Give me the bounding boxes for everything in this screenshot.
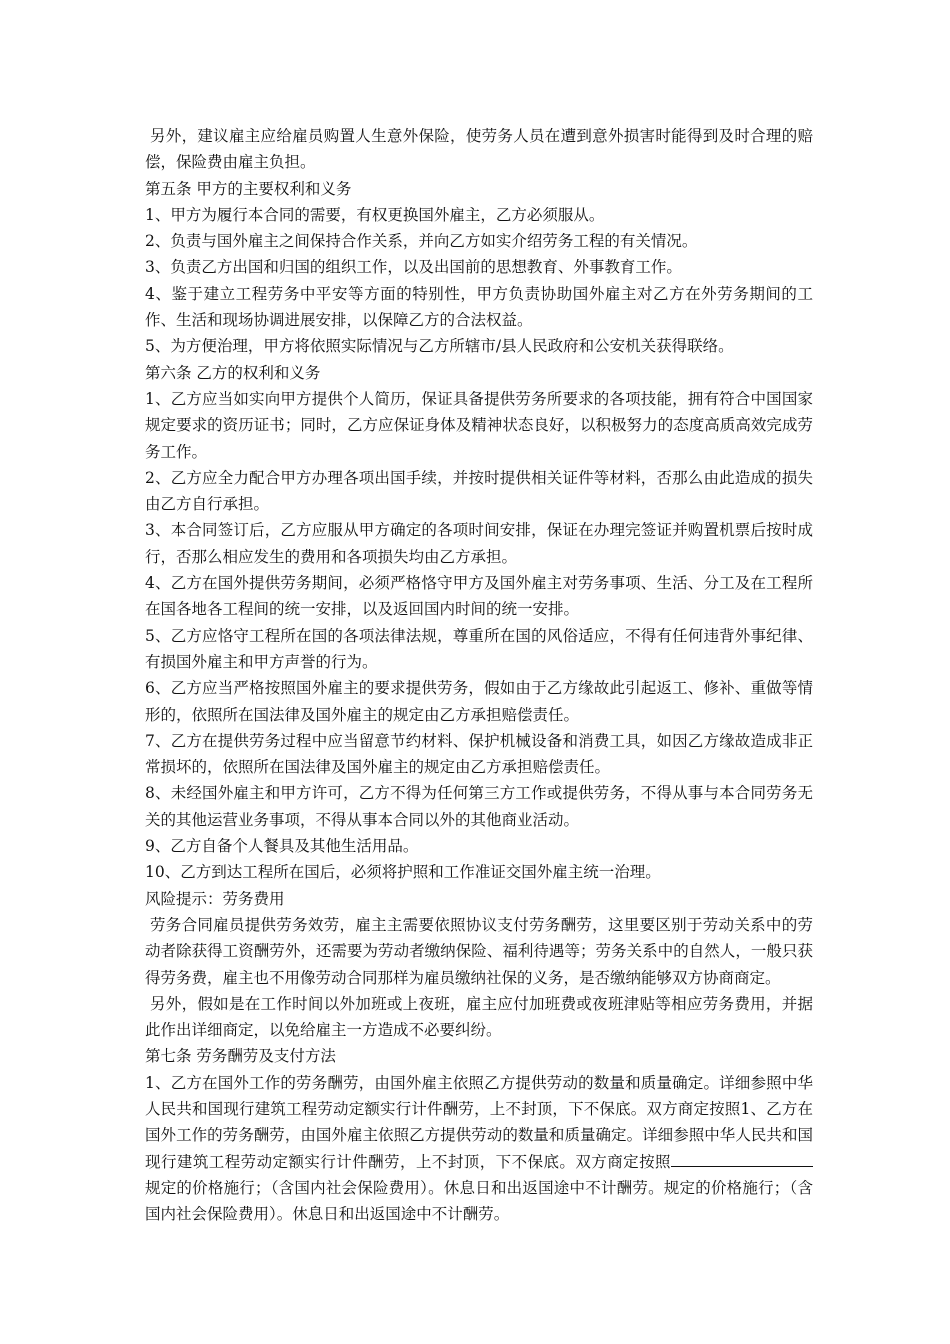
article-7-clause-1 bbox=[145, 1070, 813, 1228]
article-6-clause-1: 1、乙方应当如实向甲方提供个人简历，保证具备提供劳务所要求的各项技能，拥有符合中国国家规定要求的资历证书；同时，乙方应保证身体及精神状态良好，以积极努力的态度高质高效完成劳务工作。 bbox=[145, 389, 813, 461]
article-6-clause-7: 7、乙方在提供劳务过程中应当留意节约材料、保护机械设备和消费工具，如因乙方缘故造成非正常损坏的，依照所在国法律及国外雇主的规定由乙方承担赔偿责任。 bbox=[145, 731, 813, 777]
article-5-clause-4: 4、鉴于建立工程劳务中平安等方面的特别性，甲方负责协助国外雇主对乙方在外劳务期间的工作、生活和现场协调进展安排，以保障乙方的合法权益。 bbox=[145, 284, 813, 330]
article-7-clause-1-part-a: 1、乙方在国外工作的劳务酬劳，由国外雇主依照乙方提供劳动的数量和质量确定。详细参照中华人民共和国现行建筑工程劳动定额实行计件酬劳，上不封顶，下不保底。双方商定按照1、乙方在国外工作的劳务酬劳，由国外雇主依照乙方提供劳动的数量和质量确定。详细参照中华人民共和国现行建筑工程劳动定额实行计件酬劳，上不封顶，下不保底。双方商定按照 bbox=[145, 1073, 813, 1171]
risk-tip-paragraph-2: 另外，假如是在工作时间以外加班或上夜班，雇主应付加班费或夜班津贴等相应劳务费用，并据此作出详细商定，以免给雇主一方造成不必要纠纷。 bbox=[145, 994, 813, 1040]
article-6-clause-4: 4、乙方在国外提供劳务期间，必须严格恪守甲方及国外雇主对劳务事项、生活、分工及在工程所在国各地各工程间的统一安排，以及返回国内时间的统一安排。 bbox=[145, 574, 813, 619]
article-7-heading: 第七条 劳务酬劳及支付方法 bbox=[145, 1047, 336, 1066]
article-5-clause-3: 3、负责乙方出国和归国的组织工作，以及出国前的思想教育、外事教育工作。 bbox=[145, 258, 682, 277]
article-5-clause-2: 2、负责与国外雇主之间保持合作关系，并向乙方如实介绍劳务工程的有关情况。 bbox=[145, 232, 698, 251]
risk-tip-heading: 风险提示：劳务费用 bbox=[145, 889, 285, 908]
article-7-clause-1-part-b: 规定的价格施行；（含国内社会保险费用）。休息日和出返国途中不计酬劳。规定的价格施行；（含国内社会保险费用）。休息日和出返国途中不计酬劳。 bbox=[145, 1178, 813, 1224]
paragraph-insurance-note: 另外，建议雇主应给雇员购置人生意外保险，使劳务人员在遭到意外损害时能得到及时合理的赔偿，保险费由雇主负担。 bbox=[145, 127, 813, 172]
article-6-heading: 第六条 乙方的权利和义务 bbox=[145, 363, 321, 382]
article-5-clause-5: 5、为方便治理，甲方将依照实际情况与乙方所辖市/县人民政府和公安机关获得联络。 bbox=[145, 337, 734, 356]
article-5-clause-1: 1、甲方为履行本合同的需要，有权更换国外雇主，乙方必须服从。 bbox=[145, 205, 605, 224]
article-6-clause-3: 3、本合同签订后，乙方应服从甲方确定的各项时间安排，保证在办理完签证并购置机票后按时成行，否那么相应发生的费用和各项损失均由乙方承担。 bbox=[145, 521, 813, 566]
fill-in-blank[interactable] bbox=[671, 1151, 813, 1167]
article-5-heading: 第五条 甲方的主要权利和义务 bbox=[145, 179, 352, 198]
article-6-clause-8: 8、未经国外雇主和甲方许可，乙方不得为任何第三方工作或提供劳务，不得从事与本合同劳务无关的其他运营业务事项，不得从事本合同以外的其他商业活动。 bbox=[145, 784, 813, 829]
article-6-clause-10: 10、乙方到达工程所在国后，必须将护照和工作准证交国外雇主统一治理。 bbox=[145, 863, 661, 882]
risk-tip-paragraph-1: 劳务合同雇员提供劳务效劳，雇主主需要依照协议支付劳务酬劳，这里要区别于劳动关系中的劳动者除获得工资酬劳外，还需要为劳动者缴纳保险、福利待遇等；劳务关系中的自然人，一般只获得劳务费，雇主也不用像劳动合同那样为雇员缴纳社保的义务，是否缴纳能够双方协商商定。 bbox=[145, 915, 813, 987]
article-6-clause-6: 6、乙方应当严格按照国外雇主的要求提供劳务，假如由于乙方缘故此引起返工、修补、重做等情形的，依照所在国法律及国外雇主的规定由乙方承担赔偿责任。 bbox=[145, 679, 813, 724]
document-page bbox=[145, 123, 813, 1227]
article-6-clause-2: 2、乙方应全力配合甲方办理各项出国手续，并按时提供相关证件等材料，否那么由此造成的损失由乙方自行承担。 bbox=[145, 468, 813, 514]
article-6-clause-5: 5、乙方应恪守工程所在国的各项法律法规，尊重所在国的风俗适应，不得有任何违背外事纪律、有损国外雇主和甲方声誉的行为。 bbox=[145, 626, 813, 671]
article-6-clause-9: 9、乙方自备个人餐具及其他生活用品。 bbox=[145, 837, 419, 856]
